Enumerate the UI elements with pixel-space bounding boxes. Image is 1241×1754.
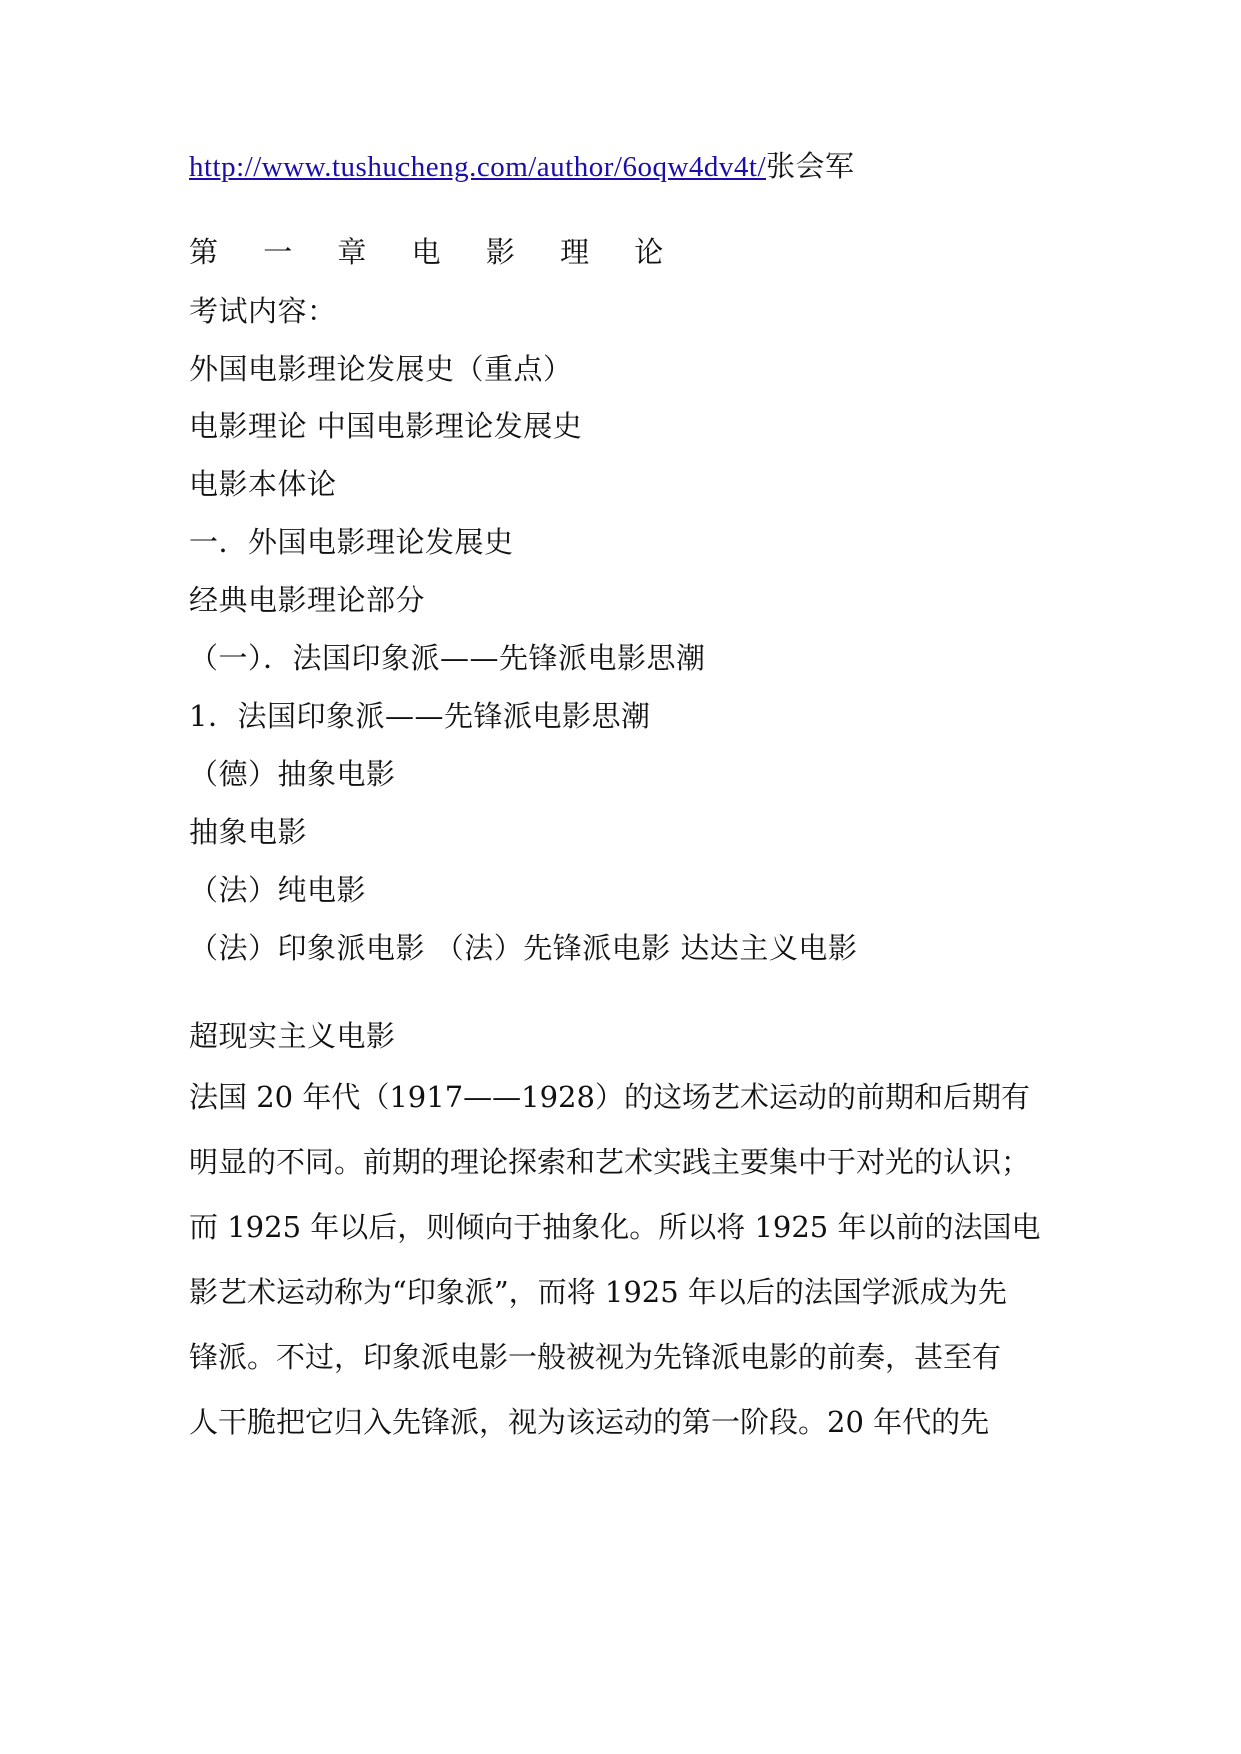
text-line: 考试内容： (189, 294, 337, 328)
chapter-title: 第 一 章 电 影 理 论 (189, 235, 682, 269)
paragraph-line: 锋派。不过，印象派电影一般被视为先锋派电影的前奏，甚至有 (189, 1340, 1002, 1374)
author-name: 张会军 (766, 149, 855, 183)
text-line: （法）纯电影 (189, 873, 367, 907)
paragraph-line: 人干脆把它归入先锋派，视为该运动的第一阶段。20 年代的先 (189, 1405, 990, 1439)
text-line: 电影本体论 (189, 467, 337, 501)
text-line: （德）抽象电影 (189, 757, 396, 791)
author-link[interactable]: http://www.tushucheng.com/author/6oqw4dv4t/ (189, 151, 767, 183)
header-line (189, 148, 855, 185)
text-line: 一．外国电影理论发展史 (189, 525, 514, 559)
paragraph-line: 法国 20 年代（1917——1928）的这场艺术运动的前期和后期有 (189, 1080, 1030, 1114)
text-line: 外国电影理论发展史（重点） (189, 352, 573, 386)
text-line: 经典电影理论部分 (189, 583, 426, 617)
body-paragraph (189, 1065, 1059, 1455)
text-line: （一）．法国印象派——先锋派电影思潮 (189, 641, 706, 675)
text-line: 抽象电影 (189, 815, 308, 849)
paragraph-line: 而 1925 年以后，则倾向于抽象化。所以将 1925 年以前的法国电 (189, 1210, 1041, 1244)
paragraph-line: 明显的不同。前期的理论探索和艺术实践主要集中于对光的认识； (189, 1145, 1031, 1179)
text-line: 电影理论 中国电影理论发展史 (189, 409, 583, 443)
text-line: （法）印象派电影 （法）先锋派电影 达达主义电影 (189, 931, 858, 965)
text-line: 1．法国印象派——先锋派电影思潮 (189, 699, 651, 733)
paragraph-line: 影艺术运动称为“印象派”，而将 1925 年以后的法国学派成为先 (189, 1275, 1007, 1309)
subheading: 超现实主义电影 (189, 1019, 396, 1053)
